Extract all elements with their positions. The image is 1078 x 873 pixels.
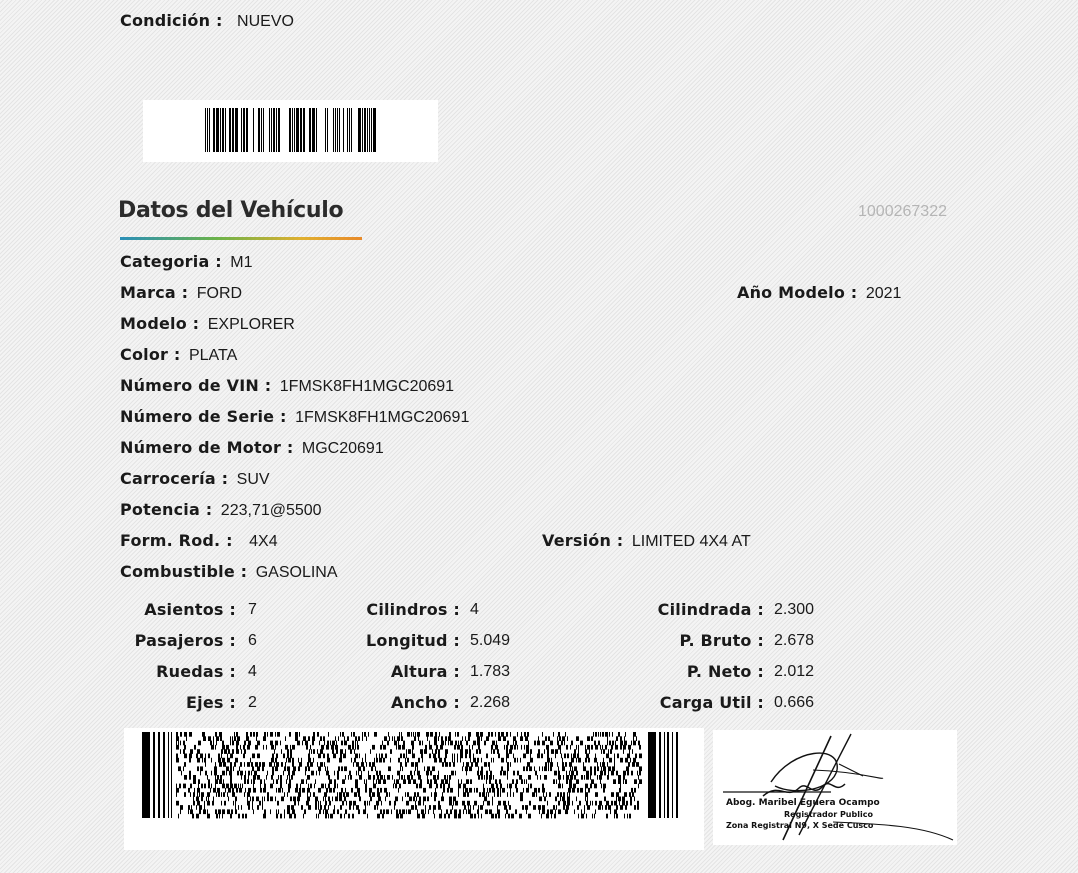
- carga-util-label: Carga Util :: [659, 693, 764, 712]
- carroceria-label: Carrocería :: [120, 469, 229, 488]
- carroceria-value: SUV: [236, 471, 270, 488]
- ancho-label: Ancho :: [390, 693, 460, 712]
- combustible-row: [120, 562, 338, 583]
- version-label: Versión :: [542, 531, 624, 550]
- document-number: 1000267322: [858, 203, 947, 220]
- form-rod-value: 4X4: [249, 533, 278, 550]
- form-rod-label: Form. Rod. :: [120, 531, 233, 550]
- anio-modelo-label: Año Modelo :: [737, 283, 858, 302]
- longitud-label: Longitud :: [366, 631, 460, 650]
- potencia-label: Potencia :: [120, 500, 213, 519]
- condicion-row: [120, 11, 294, 32]
- signatory-name: Abog. Maribel Eguera Ocampo: [726, 798, 880, 808]
- form-rod-row: [120, 531, 278, 552]
- carga-util-value: 0.666: [774, 694, 815, 711]
- pdf417-barcode-icon: [124, 728, 704, 850]
- motor-row: [120, 438, 384, 459]
- pasajeros-value: 6: [248, 632, 257, 649]
- p-neto-value: 2.012: [774, 663, 815, 680]
- p-bruto-label: P. Bruto :: [679, 631, 764, 650]
- categoria-label: Categoria :: [120, 252, 222, 271]
- altura-value: 1.783: [470, 663, 511, 680]
- potencia-row: [120, 500, 322, 521]
- categoria-row: [120, 252, 253, 273]
- altura-label: Altura :: [390, 662, 460, 681]
- pasajeros-label: Pasajeros :: [134, 631, 236, 650]
- serie-label: Número de Serie :: [120, 407, 287, 426]
- signatory-zone: Zona Registral N9, X Sede Cusco: [726, 821, 874, 830]
- marca-row: [120, 283, 242, 304]
- linear-barcode-icon: [143, 100, 438, 162]
- section-title: Datos del Vehículo: [118, 198, 344, 223]
- version-row: [542, 531, 751, 552]
- color-value: PLATA: [188, 347, 238, 364]
- cilindros-label: Cilindros :: [366, 600, 460, 619]
- marca-value: FORD: [196, 285, 243, 302]
- serie-value: 1FMSK8FH1MGC20691: [295, 409, 470, 426]
- potencia-value: 223,71@5500: [220, 502, 322, 519]
- modelo-row: [120, 314, 295, 335]
- vin-value: 1FMSK8FH1MGC20691: [279, 378, 455, 395]
- cilindros-value: 4: [470, 601, 479, 618]
- motor-label: Número de Motor :: [120, 438, 294, 457]
- p-bruto-value: 2.678: [774, 632, 815, 649]
- longitud-value: 5.049: [470, 632, 511, 649]
- ruedas-value: 4: [248, 663, 257, 680]
- signatory-title: Registrador Publico: [784, 810, 873, 819]
- modelo-value: EXPLORER: [207, 316, 295, 333]
- condicion-value: NUEVO: [237, 13, 294, 30]
- motor-value: MGC20691: [301, 440, 384, 457]
- cilindrada-label: Cilindrada :: [657, 600, 764, 619]
- serie-row: [120, 407, 469, 428]
- section-title-underline: [120, 237, 362, 240]
- anio-modelo-row: [737, 283, 901, 304]
- categoria-value: M1: [230, 254, 253, 271]
- combustible-value: GASOLINA: [255, 564, 338, 581]
- carroceria-row: [120, 469, 270, 490]
- cilindrada-value: 2.300: [774, 601, 815, 618]
- top-barcode-box: [143, 100, 438, 162]
- ejes-label: Ejes :: [186, 693, 236, 712]
- modelo-label: Modelo :: [120, 314, 200, 333]
- vin-row: [120, 376, 454, 397]
- ruedas-label: Ruedas :: [156, 662, 236, 681]
- ejes-value: 2: [248, 694, 257, 711]
- version-value: LIMITED 4X4 AT: [631, 533, 751, 550]
- asientos-label: Asientos :: [144, 600, 236, 619]
- ancho-value: 2.268: [470, 694, 511, 711]
- pdf417-barcode-box: [124, 728, 704, 850]
- color-row: [120, 345, 237, 366]
- condicion-label: Condición :: [120, 11, 223, 30]
- anio-modelo-value: 2021: [865, 285, 902, 302]
- combustible-label: Combustible :: [120, 562, 248, 581]
- signature-caption: [726, 798, 880, 831]
- color-label: Color :: [120, 345, 181, 364]
- vin-label: Número de VIN :: [120, 376, 272, 395]
- asientos-value: 7: [248, 601, 257, 618]
- marca-label: Marca :: [120, 283, 189, 302]
- p-neto-label: P. Neto :: [686, 662, 764, 681]
